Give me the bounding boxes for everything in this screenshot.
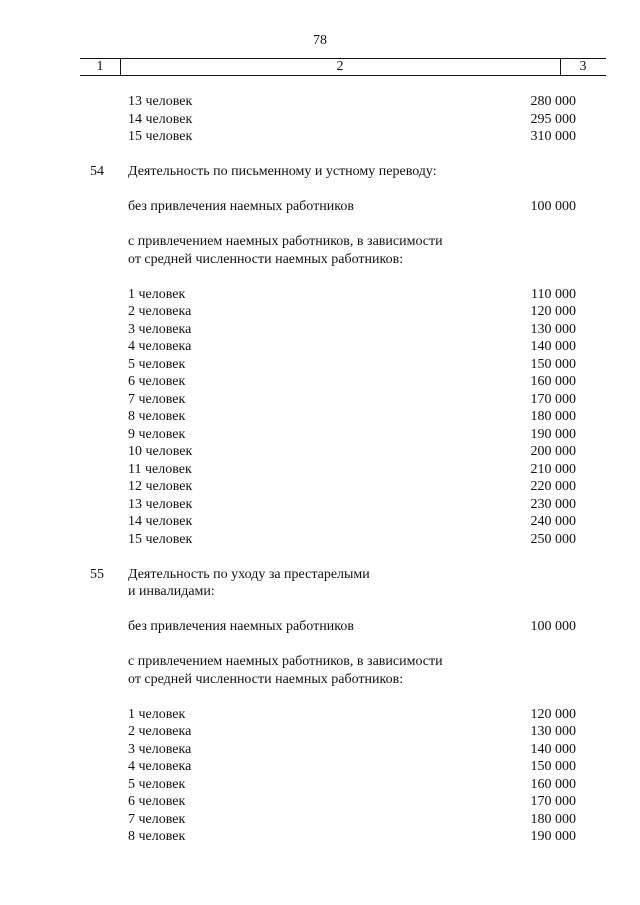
row-value: 160 000: [530, 776, 576, 792]
row-value: 110 000: [531, 286, 576, 302]
no-workers-label: без привлечения наемных работников: [128, 199, 354, 214]
table-row: [0, 811, 640, 829]
row-label: 5 человек: [128, 356, 186, 372]
continued-rows: [0, 93, 640, 146]
row-label: 2 человека: [128, 724, 192, 739]
row-value: 190 000: [530, 829, 576, 844]
with-workers-text: с привлечением наемных работников, в зависимости: [128, 654, 443, 669]
row-label: 7 человек: [128, 811, 186, 827]
table-row: [0, 426, 640, 444]
row-value: 210 000: [530, 461, 576, 477]
row-label: 8 человек: [128, 409, 186, 424]
table-row: [0, 93, 640, 111]
section-number: 55: [90, 566, 104, 582]
with-workers-text: с привлечением наемных работников, в зависимости: [128, 234, 443, 249]
row-label: 2 человека: [128, 304, 192, 319]
row-value: 180 000: [530, 811, 576, 827]
table-row: [0, 741, 640, 759]
row-value: 140 000: [530, 741, 576, 757]
table-row: [0, 356, 640, 374]
with-workers-line-1: [0, 653, 640, 671]
with-workers-line-2: [0, 251, 640, 269]
section-54-rows: [0, 286, 640, 549]
table-row: [0, 513, 640, 531]
with-workers-text: от средней численности наемных работников:: [128, 671, 404, 687]
with-workers-line-1: [0, 233, 640, 251]
table-row: [0, 111, 640, 129]
header-col-2: 2: [120, 59, 561, 75]
row-label: 9 человек: [128, 426, 186, 442]
row-label: 1 человек: [128, 286, 186, 302]
row-label: 12 человек: [128, 479, 193, 494]
row-value: 170 000: [530, 794, 576, 809]
no-workers-label: без привлечения наемных работников: [128, 619, 354, 634]
row-value: 200 000: [530, 444, 576, 459]
row-value: 250 000: [530, 531, 576, 547]
row-value: 130 000: [530, 321, 576, 337]
section-54-title-row: [0, 163, 640, 181]
row-label: 5 человек: [128, 776, 186, 792]
no-workers-row: [0, 198, 640, 216]
table-row: [0, 443, 640, 461]
section-55-title-row: [0, 566, 640, 584]
table-row: [0, 758, 640, 776]
no-workers-row: [0, 618, 640, 636]
row-value: 150 000: [530, 356, 576, 372]
row-value: 190 000: [530, 426, 576, 442]
row-label: 14 человек: [128, 111, 193, 127]
table-row: [0, 303, 640, 321]
section-title: Деятельность по уходу за престарелыми: [128, 566, 370, 582]
page-number: 78: [313, 33, 327, 48]
row-label: 6 человек: [128, 794, 186, 809]
no-workers-value: 100 000: [530, 619, 576, 634]
table-body: [0, 93, 640, 846]
table-row: [0, 793, 640, 811]
row-label: 6 человек: [128, 374, 186, 389]
header-col-3: 3: [579, 59, 587, 74]
row-value: 280 000: [530, 94, 576, 109]
row-label: 10 человек: [128, 444, 193, 459]
row-label: 4 человека: [128, 759, 192, 774]
table-row: [0, 461, 640, 479]
row-value: 295 000: [530, 111, 576, 127]
row-value: 310 000: [530, 129, 576, 144]
row-label: 1 человек: [128, 706, 186, 722]
section-55-title-row-2: [0, 583, 640, 601]
table-row: [0, 128, 640, 146]
header-col-1: 1: [80, 59, 121, 75]
table-row: [0, 338, 640, 356]
table-row: [0, 391, 640, 409]
row-value: 230 000: [530, 496, 576, 512]
section-number: 54: [90, 164, 104, 179]
table-row: [0, 706, 640, 724]
row-label: 15 человек: [128, 129, 193, 144]
row-value: 120 000: [530, 706, 576, 722]
row-value: 160 000: [530, 374, 576, 389]
table-row: [0, 321, 640, 339]
row-label: 13 человек: [128, 94, 193, 109]
section-title-continued: и инвалидами:: [128, 584, 215, 599]
row-value: 130 000: [530, 724, 576, 739]
row-value: 170 000: [530, 391, 576, 407]
with-workers-line-2: [0, 671, 640, 689]
row-value: 180 000: [530, 409, 576, 424]
row-value: 140 000: [530, 339, 576, 354]
row-value: 150 000: [530, 759, 576, 774]
row-label: 3 человека: [128, 741, 192, 757]
row-value: 220 000: [530, 479, 576, 494]
section-55-rows: [0, 706, 640, 846]
no-workers-value: 100 000: [530, 199, 576, 214]
row-label: 4 человека: [128, 339, 192, 354]
row-label: 8 человек: [128, 829, 186, 844]
row-label: 14 человек: [128, 514, 193, 529]
row-label: 15 человек: [128, 531, 193, 547]
section-title: Деятельность по письменному и устному переводу:: [128, 164, 437, 179]
row-label: 3 человека: [128, 321, 192, 337]
row-value: 240 000: [530, 514, 576, 529]
table-row: [0, 828, 640, 846]
row-label: 13 человек: [128, 496, 193, 512]
table-row: [0, 723, 640, 741]
table-row: [0, 408, 640, 426]
row-label: 11 человек: [128, 461, 192, 477]
with-workers-text: от средней численности наемных работников:: [128, 251, 404, 267]
table-row: [0, 478, 640, 496]
table-header: [80, 58, 606, 76]
table-row: [0, 373, 640, 391]
table-row: [0, 286, 640, 304]
table-row: [0, 496, 640, 514]
table-row: [0, 776, 640, 794]
row-label: 7 человек: [128, 391, 186, 407]
table-row: [0, 531, 640, 549]
row-value: 120 000: [530, 304, 576, 319]
